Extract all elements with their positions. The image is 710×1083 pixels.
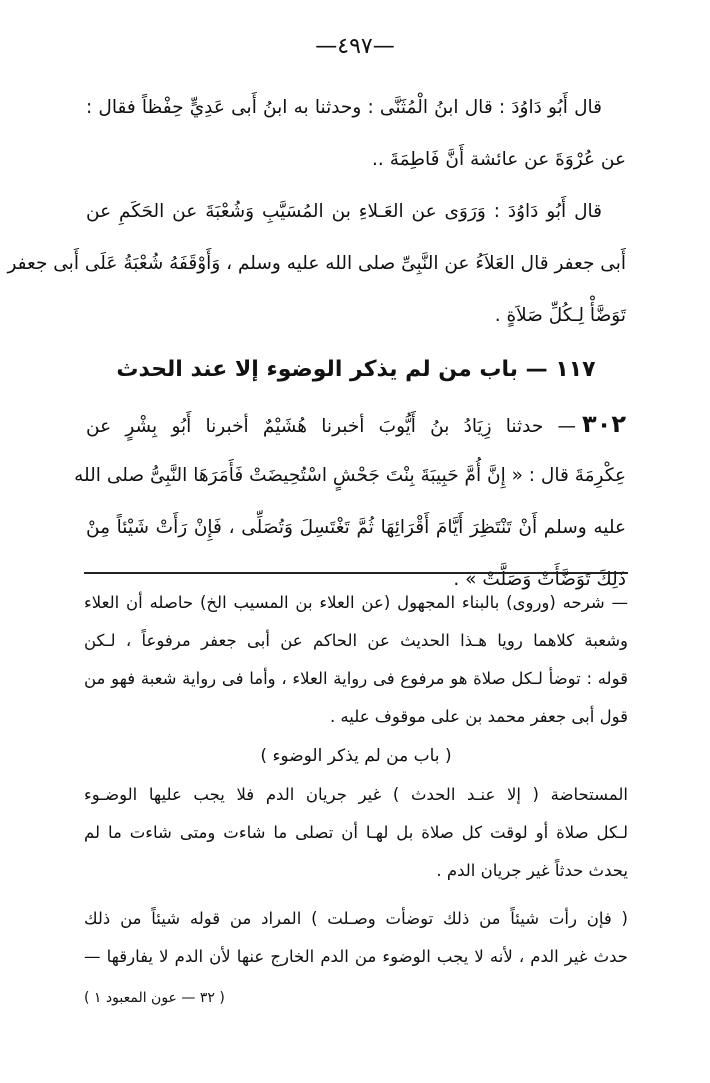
- commentary-line: المستحاضة ( إلا عنـد الحدث ) غير جريان الدم فلا يجب عليها الوضـوء: [84, 785, 628, 804]
- hadith-number: ٣٠٢: [582, 410, 626, 438]
- commentary-line: ( فإن رأت شيئاً من ذلك توضأت وصـلت ) المراد من قوله شيئاً من ذلك: [84, 909, 628, 928]
- chapter-heading: ١١٧ — باب من لم يذكر الوضوء إلا عند الحدث: [116, 357, 596, 382]
- main-line: تَوَضَّأْ لِـكُلِّ صَلاَةٍ .: [494, 305, 626, 326]
- hadith-line: عِكْرِمَةَ قال : « إِنَّ أُمَّ حَبِيبَةَ بِنْتَ جَحْشٍ اسْتُحِيضَتْ فَأَمَرَهَا النَّبِىُّ صلى الله: [74, 465, 626, 486]
- commentary-line: — شرحه (وروى) بالبناء المجهول (عن العلاء بن المسيب الخ) حاصله أن العلاء: [84, 593, 628, 612]
- main-line: عن عُرْوَةَ عن عائشة أَنَّ فَاطِمَةَ ..: [372, 149, 626, 170]
- main-line: قال أَبُو دَاوُدَ : قال ابنُ الْمُثَنَّى : وحدثنا به ابنُ أَبى عَدِيٍّ حِفْظاً فقال :: [86, 97, 602, 118]
- hadith-line: [86, 398, 626, 450]
- commentary-line: يحدث حدثاً غير جريان الدم .: [436, 861, 628, 880]
- commentary-line: قوله : توضأ لـكل صلاة هو مرفوع فى رواية العلاء ، وأما فى رواية شعبة فهو من: [84, 669, 628, 688]
- commentary-subheading: ( باب من لم يذكر الوضوء ): [260, 746, 452, 766]
- commentary: [84, 584, 628, 976]
- main-text: [7, 82, 626, 606]
- hadith-line: ذَلِكَ تَوَضَّأَتْ وَصَلَّتْ » .: [453, 569, 626, 590]
- page-footer: ( ٣٢ — عون المعبود ١ ): [84, 990, 225, 1006]
- commentary-line: حدث غير الدم ، لأنه لا يجب الوضوء من الدم الخارج عنها لأن الدم لا يفارقها —: [84, 947, 628, 966]
- commentary-line: وشعبة كلاهما رويا هـذا الحديث عن الحاكم عن أبى جعفر مرفوعاً ، لـكن: [84, 631, 628, 650]
- main-line: قال أَبُو دَاوُدَ : وَرَوَى عن العَـلاءِ بن المُسَيَّبِ وَشُعْبَةَ عن الحَكَمِ عن: [86, 201, 602, 222]
- hadith-line-text: — حدثنا زِيَادُ بنُ أَيُّوبَ أخبرنا هُشَيْمٌ أخبرنا أَبُو بِشْرٍ عن: [86, 416, 577, 437]
- main-line: أَبى جعفر قال العَلاَءُ عن النَّبِىِّ صلى الله عليه وسلم ، وَأَوْقَفَهُ شُعْبَةُ عَلَى أَبى جعفر: [7, 253, 626, 274]
- footnote-divider: [84, 572, 628, 574]
- commentary-line: قول أبى جعفر محمد بن على موقوف عليه .: [329, 707, 628, 726]
- hadith-line: عليه وسلم أَنْ تَنْتَظِرَ أَيَّامَ أَقْرَائِهَا ثُمَّ تَغْتَسِلَ وَتُصَلِّى ، فَإِنْ رَأَتْ شَيْئاً مِنْ: [86, 517, 626, 538]
- commentary-line: لـكل صلاة أو لوقت كل صلاة بل لهـا أن تصلى ما شاءت ومتى شاءت ما لم: [84, 823, 628, 842]
- page-number: —٤٩٧—: [315, 34, 395, 59]
